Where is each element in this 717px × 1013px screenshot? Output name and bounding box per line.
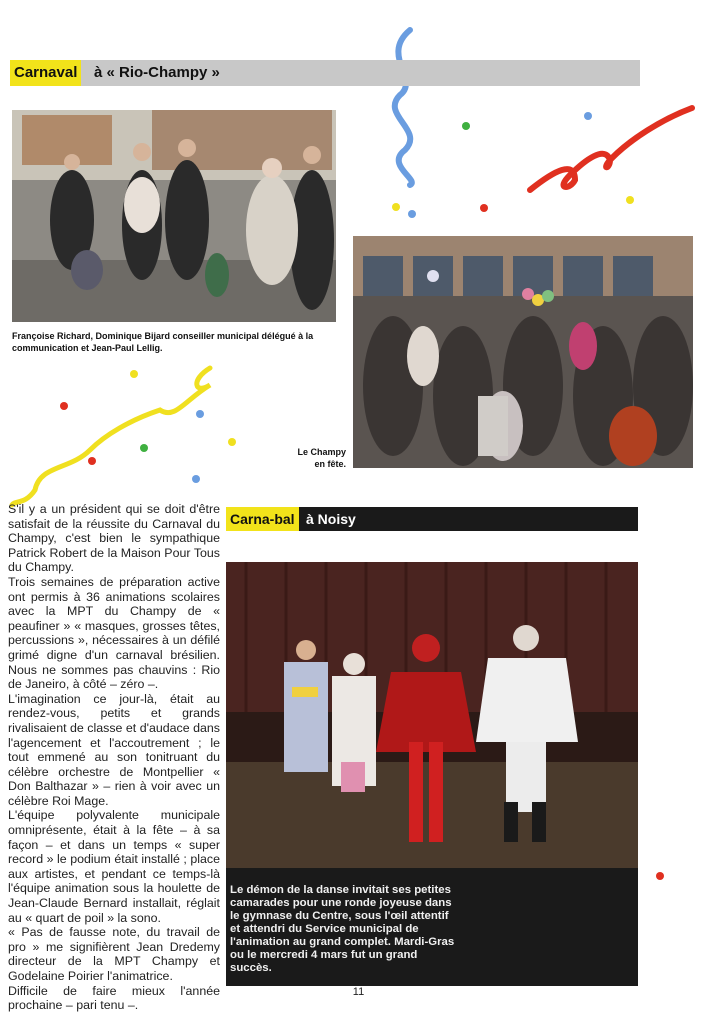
confetti-dot [392,203,400,211]
article-paragraph: « Pas de fausse note, du travail de pro » me signifièrent Jean Dredemy directeur de la MPT Champy et Godelaine Poirier l'animatrice. [8,925,220,983]
article-paragraph: L'imagination ce jour-là, était au rendez-vous, petits et grands rivalisaient de classe et d'audace dans l'agencement et l'accoutrement ; le tout emmené au son tonitruant du célèbre orchestre de Montpellier « Don Balthazar » – rien à voir avec un célèbre Roi Mage. [8,691,220,808]
photo-carnabal-caption-box [226,868,638,986]
section2-title-rest: à Noisy [306,511,356,527]
confetti-dot [228,438,236,446]
photo-champy-caption [290,446,346,470]
photo-carnaval-officials [12,110,336,322]
photo-officials-caption: Françoise Richard, Dominique Bijard conseiller municipal délégué à la communication et Jean-Paul Lellig. [12,331,314,353]
confetti-dot [480,204,488,212]
section-title-highlight: Carnaval [10,60,81,86]
confetti-dot [130,370,138,378]
confetti-dot [656,872,664,880]
section-title-rest: à « Rio-Champy » [94,64,220,81]
section2-title-highlight: Carna-bal [226,507,299,531]
yellow-streamer-left [12,368,210,505]
confetti-dot [584,112,592,120]
confetti-dot [192,475,200,483]
confetti-dot [88,457,96,465]
article-paragraph: L'équipe polyvalente municipale omniprésente, était à la fête – à sa façon – et dans un temps « super record » le podium était installé ; place aux artistes, et pendant ce temps-là l'équipe animation sous la houlette de Jean-Claude Bernard installait, réglait au « quart de poil » la sono. [8,808,220,925]
article-paragraph: Difficile de faire mieux l'année prochaine – pari tenu –. [8,983,220,1013]
photo-champy-caption-line1: Le Champy [297,447,346,457]
photo-carnabal-children [226,562,638,868]
confetti-dot [140,444,148,452]
red-streamer-top [530,108,692,190]
article-paragraph: Trois semaines de préparation active ont permis à 36 animations scolaires avec la MPT du Champy de « peaufiner » « masques, grosses têtes, percussions », nécessaires à un défilé grimé digne d'un carnaval brésilien. Nous ne sommes pas chauvins : Rio de Janeiro, à côté – zéro –. [8,574,220,692]
photo-champy-fete [353,236,693,468]
photo-carnabal-caption: Le démon de la danse invitait ses petites camarades pour une ronde joyeuse dans le gymnase du Centre, sous l'œil attentif et attendri du Service municipal de l'animation au grand complet. Mardi-Gras ou le mercredi 4 mars fut un grand succès. [230,884,455,974]
blue-streamer-top [395,30,412,185]
article-body [8,502,220,1013]
confetti-dot [196,410,204,418]
article-paragraph: S'il y a un président qui se doit d'être satisfait de la réussite du Carnaval du Champy, c'est bien le sympathique Patrick Robert de la Maison Pour Tous du Champy. [8,502,220,575]
confetti-dot [462,122,470,130]
confetti-dot [626,196,634,204]
photo-champy-caption-line2: en fête. [314,459,346,469]
page-number: 11 [352,986,365,998]
confetti-dot [60,402,68,410]
section-banner-carnaval [10,60,640,86]
section-banner-carnabal [226,507,638,531]
confetti-dot [408,210,416,218]
